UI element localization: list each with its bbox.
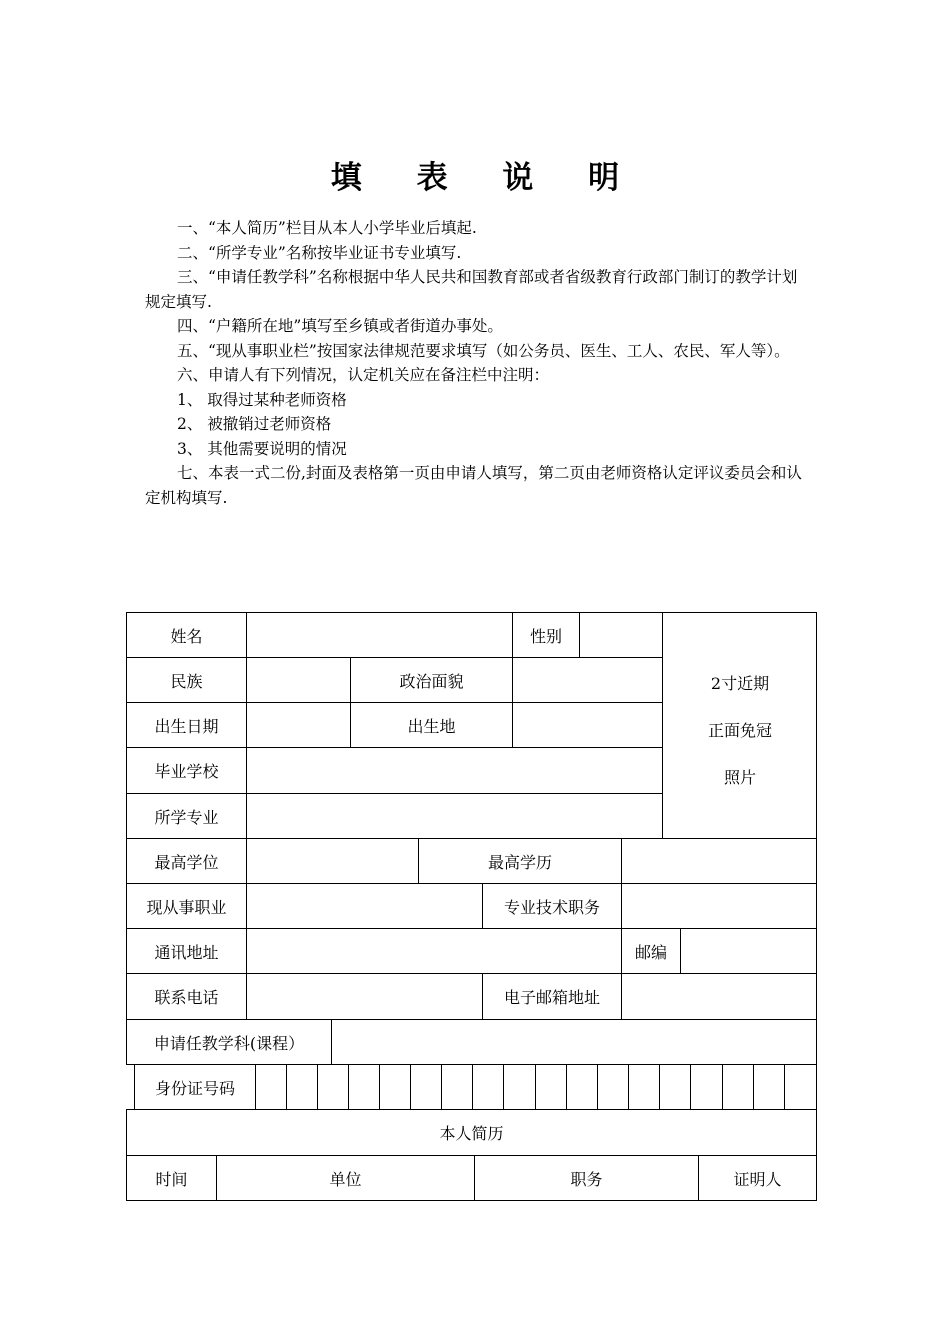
instruction-2: 二、“所学专业”名称按毕业证书专业填写. <box>177 243 462 262</box>
form-line <box>722 1064 723 1109</box>
form-line <box>503 1064 504 1109</box>
label-birthplace: 出生地 <box>407 716 456 736</box>
label-name: 姓名 <box>170 626 203 646</box>
form-line <box>566 1064 567 1109</box>
resume-header-time: 时间 <box>155 1169 188 1189</box>
form-line <box>659 1064 660 1109</box>
label-major: 所学专业 <box>154 807 219 827</box>
form-line <box>621 883 622 928</box>
label-birth-date: 出生日期 <box>154 716 219 736</box>
photo-line-3: 照片 <box>723 768 756 787</box>
photo-placeholder <box>663 660 817 801</box>
label-tech-title: 专业技术职务 <box>503 897 600 917</box>
label-gender: 性别 <box>529 626 562 646</box>
instruction-6-1: 1、 取得过某种老师资格 <box>177 390 347 409</box>
form-line <box>331 1019 332 1064</box>
form-line <box>597 1064 598 1109</box>
resume-header-position: 职务 <box>570 1169 603 1189</box>
instruction-5: 五、“现从事职业栏”按国家法律规范要求填写（如公务员、医生、工人、农民、军人等）。 <box>177 341 790 360</box>
form-line <box>246 973 247 1019</box>
form-line <box>628 1064 629 1109</box>
form-line <box>621 838 622 883</box>
form-line <box>579 612 580 657</box>
form-line <box>753 1064 754 1109</box>
form-line <box>246 883 247 928</box>
form-line <box>690 1064 691 1109</box>
form-line <box>472 1064 473 1109</box>
instruction-4: 四、“户籍所在地”填写至乡镇或者街道办事处。 <box>177 317 503 335</box>
label-email: 电子邮箱地址 <box>503 988 600 1007</box>
form-line <box>784 1064 785 1109</box>
label-degree: 最高学位 <box>154 852 219 872</box>
instruction-1: 一、“本人简历”栏目从本人小学毕业后填起. <box>177 219 477 237</box>
page-title: 填 表 说 明 <box>330 160 642 196</box>
instruction-3: 三、“申请任教学科”名称根据中华人民共和国教育部或者省级教育行政部门制订的教学计划规定填写. <box>145 268 798 311</box>
label-phone: 联系电话 <box>154 988 219 1007</box>
label-ethnicity: 民族 <box>170 671 203 691</box>
form-line <box>441 1064 442 1109</box>
label-subject: 申请任教学科(课程） <box>153 1033 305 1053</box>
form-line <box>348 1064 349 1109</box>
instruction-6-3: 3、 其他需要说明的情况 <box>177 439 347 458</box>
label-political-status: 政治面貌 <box>399 671 464 691</box>
form-line <box>535 1064 536 1109</box>
label-school: 毕业学校 <box>154 762 219 781</box>
form-line <box>286 1064 287 1109</box>
label-occupation: 现从事职业 <box>146 897 227 917</box>
label-address: 通讯地址 <box>154 942 219 962</box>
form-line <box>410 1064 411 1109</box>
form-line <box>317 1064 318 1109</box>
instructions <box>145 216 805 510</box>
resume-header-unit: 单位 <box>329 1169 362 1189</box>
form-line <box>246 838 247 883</box>
instruction-6-2: 2、 被撤销过老师资格 <box>177 415 332 433</box>
form-line <box>680 928 681 973</box>
instruction-7: 七、本表一式二份,封面及表格第一页由申请人填写，第二页由老师资格认定评议委员会和认定机构填写. <box>145 464 802 507</box>
form-line <box>255 1064 256 1109</box>
form-line <box>246 928 247 973</box>
form-line <box>379 1064 380 1109</box>
form-line <box>621 973 622 1019</box>
instruction-6: 六、申请人有下列情况，认定机关应在备注栏中注明： <box>177 366 550 384</box>
label-postcode: 邮编 <box>634 942 667 962</box>
resume-header-witness: 证明人 <box>733 1169 782 1189</box>
form-line <box>126 1200 817 1201</box>
photo-line-2: 正面免冠 <box>707 721 772 740</box>
resume-title: 本人简历 <box>439 1124 504 1143</box>
label-education: 最高学历 <box>487 852 552 872</box>
photo-line-1: 2寸近期 <box>710 674 770 693</box>
form-line <box>246 612 247 838</box>
label-id-number: 身份证号码 <box>154 1078 235 1098</box>
